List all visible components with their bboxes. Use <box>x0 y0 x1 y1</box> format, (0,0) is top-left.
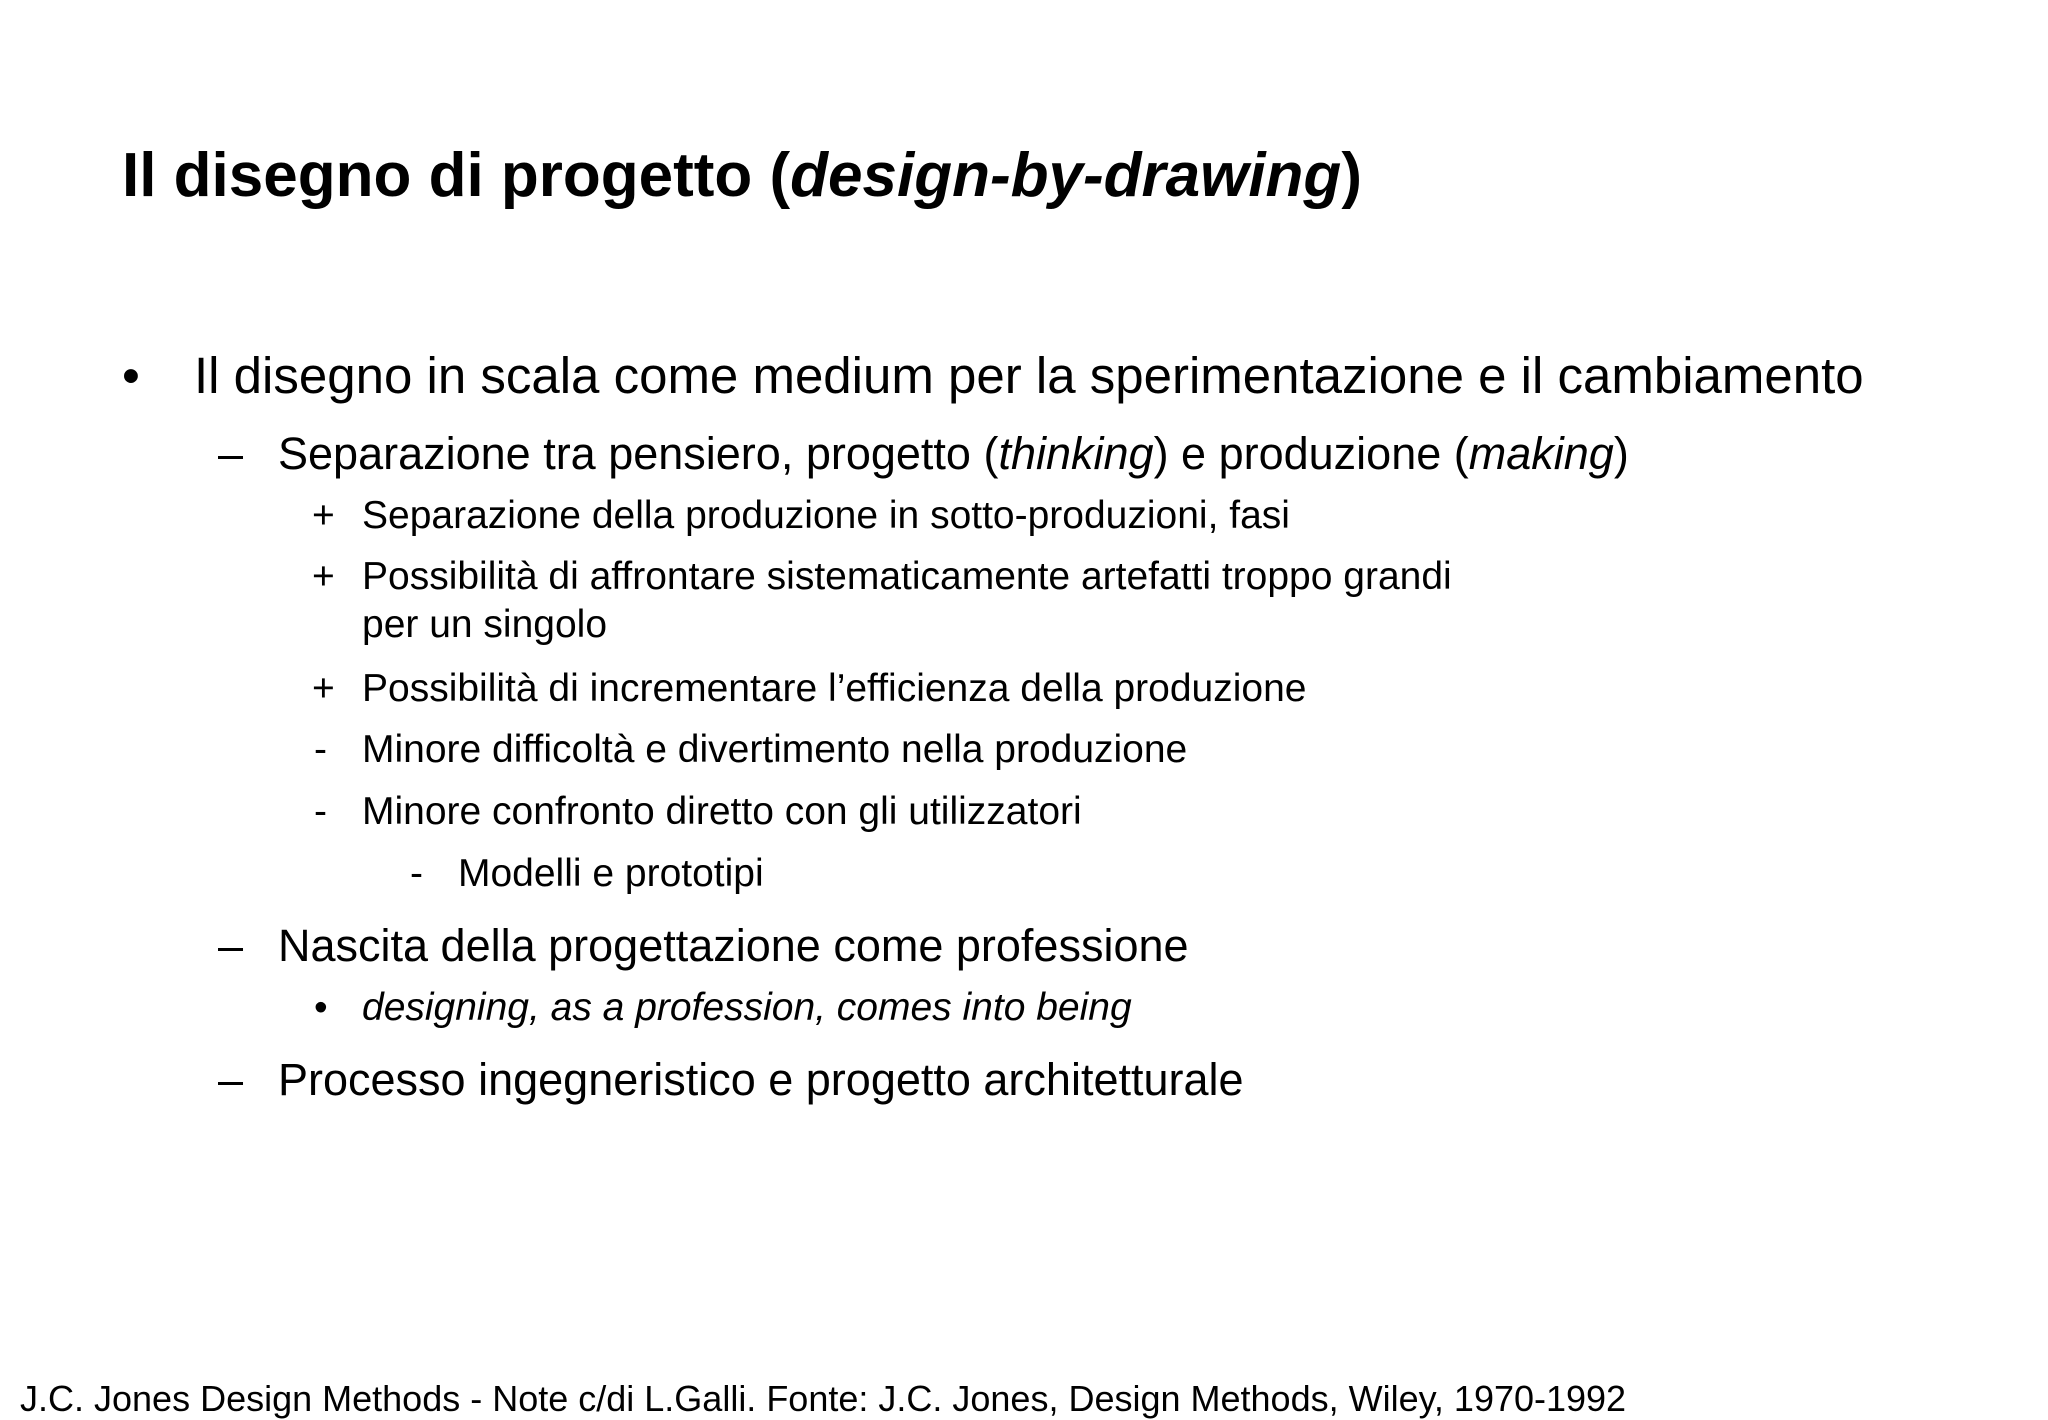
plus-marker: + <box>312 494 335 537</box>
plus-item-text: Separazione della produzione in sotto-produzioni, fasi <box>362 494 1290 537</box>
plus-item-text-line2: per un singolo <box>362 603 608 646</box>
sub-item-text: Nascita della progettazione come professione <box>278 920 1189 971</box>
plus-item-text: Possibilità di incrementare l’efficienza della produzione <box>362 667 1307 710</box>
plus-item-text-line1: Possibilità di affrontare sistematicamente artefatti troppo grandi <box>362 555 1452 598</box>
slide-footer-source: J.C. Jones Design Methods - Note c/di L.Galli. Fonte: J.C. Jones, Design Methods, Wiley, 1970-1992 <box>20 1378 1627 1419</box>
bullet-marker: • <box>314 986 328 1029</box>
minus-subitem-text: Modelli e prototipi <box>458 852 764 895</box>
slide-title: Il disegno di progetto (design-by-drawing) <box>122 141 1362 210</box>
plus-marker: + <box>312 555 335 598</box>
bullet-marker: • <box>122 347 140 404</box>
dash-marker: – <box>218 428 244 479</box>
minus-item-text: Minore difficoltà e divertimento nella produzione <box>362 728 1188 771</box>
minus-marker: - <box>314 790 327 833</box>
sub-item-text: Separazione tra pensiero, progetto (thinking) e produzione (making) <box>278 428 1629 479</box>
bullet-text: Il disegno in scala come medium per la sperimentazione e il cambiamento <box>194 347 1864 404</box>
quote-item-text: designing, as a profession, comes into being <box>362 986 1132 1029</box>
minus-marker: - <box>314 728 327 771</box>
dash-marker: – <box>218 920 244 971</box>
minus-marker: - <box>410 852 423 895</box>
plus-marker: + <box>312 667 335 710</box>
dash-marker: – <box>218 1054 244 1105</box>
minus-item-text: Minore confronto diretto con gli utilizzatori <box>362 790 1082 833</box>
sub-item-text: Processo ingegneristico e progetto architetturale <box>278 1054 1244 1105</box>
